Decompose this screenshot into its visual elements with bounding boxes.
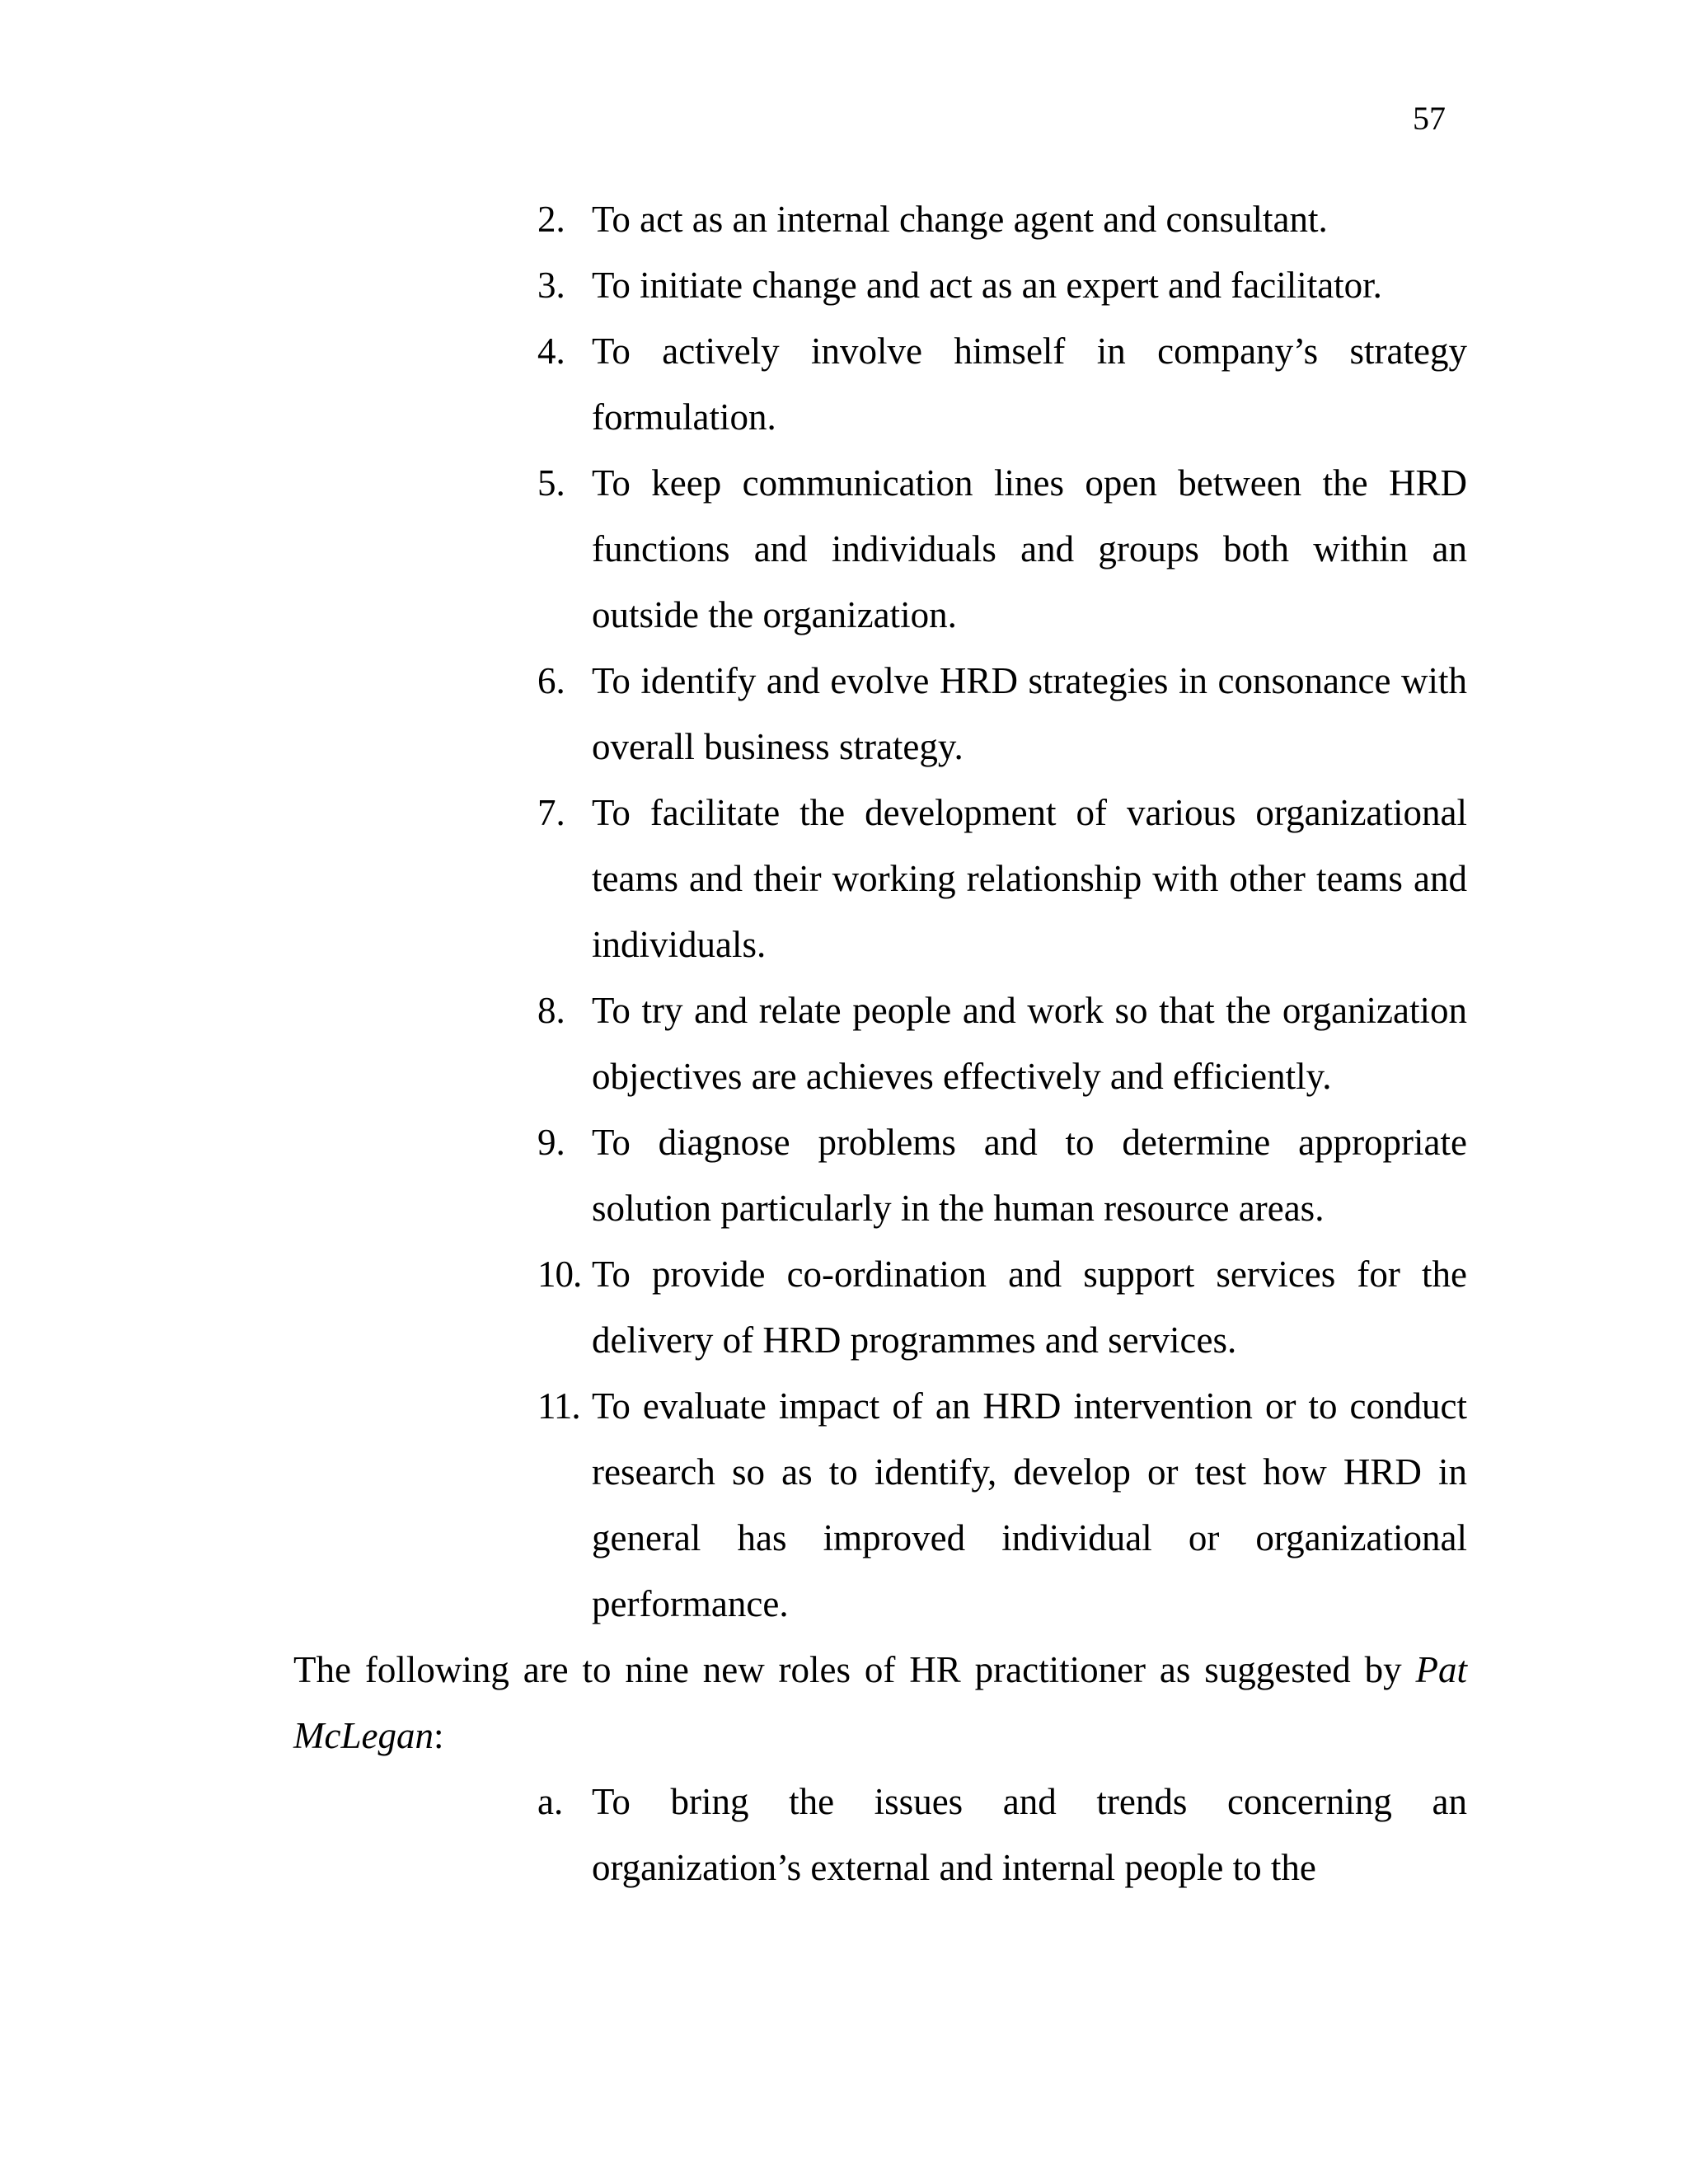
list-marker: 7. <box>537 792 565 833</box>
list-item <box>293 1373 1467 1637</box>
list-marker: 9. <box>537 1122 565 1163</box>
list-item <box>293 186 1467 252</box>
list-marker: 2. <box>537 199 565 240</box>
list-item-text: To act as an internal change agent and consultant. <box>592 199 1328 240</box>
list-item <box>293 780 1467 977</box>
list-item-text: To actively involve himself in company’s strategy formulation. <box>592 330 1467 438</box>
list-item <box>293 1241 1467 1373</box>
list-marker: 5. <box>537 462 565 504</box>
list-item-text: To try and relate people and work so that the organization objectives are achieves effectively and efficiently. <box>592 990 1467 1097</box>
list-item-text: To provide co-ordination and support services for the delivery of HRD programmes and services. <box>592 1254 1467 1361</box>
list-marker: 11. <box>537 1385 580 1427</box>
list-item <box>293 1109 1467 1241</box>
author-name: Pat McLegan <box>293 1649 1467 1756</box>
list-item <box>293 648 1467 780</box>
list-marker: 6. <box>537 660 565 701</box>
list-item-text: To facilitate the development of various organizational teams and their working relationship with other teams and individuals. <box>592 792 1467 965</box>
document-body <box>293 186 1467 1900</box>
list-item <box>293 1769 1467 1900</box>
list-marker: 10. <box>537 1254 582 1295</box>
list-item-text: To keep communication lines open between the HRD functions and individuals and groups both within an outside the organization. <box>592 462 1467 635</box>
list-item-text: To identify and evolve HRD strategies in consonance with overall business strategy. <box>592 660 1467 767</box>
list-marker: a. <box>537 1781 564 1822</box>
list-marker: 3. <box>537 265 565 306</box>
intro-suffix: : <box>433 1715 444 1756</box>
list-item <box>293 318 1467 450</box>
list-item <box>293 450 1467 648</box>
list-item-text: To initiate change and act as an expert and facilitator. <box>592 265 1382 306</box>
intro-paragraph <box>293 1637 1467 1769</box>
list-item-text: To evaluate impact of an HRD intervention or to conduct research so as to identify, develop or test how HRD in general has improved individual or organizational performance. <box>592 1385 1467 1624</box>
list-item <box>293 977 1467 1109</box>
intro-text: The following are to nine new roles of HR practitioner as suggested by <box>293 1649 1416 1690</box>
list-item-text: To diagnose problems and to determine appropriate solution particularly in the human resource areas. <box>592 1122 1467 1229</box>
list-item-text: To bring the issues and trends concerning an organization’s external and internal people to the <box>592 1781 1467 1888</box>
list-marker: 4. <box>537 330 565 372</box>
list-marker: 8. <box>537 990 565 1031</box>
list-item <box>293 252 1467 318</box>
page-number: 57 <box>1413 100 1446 137</box>
